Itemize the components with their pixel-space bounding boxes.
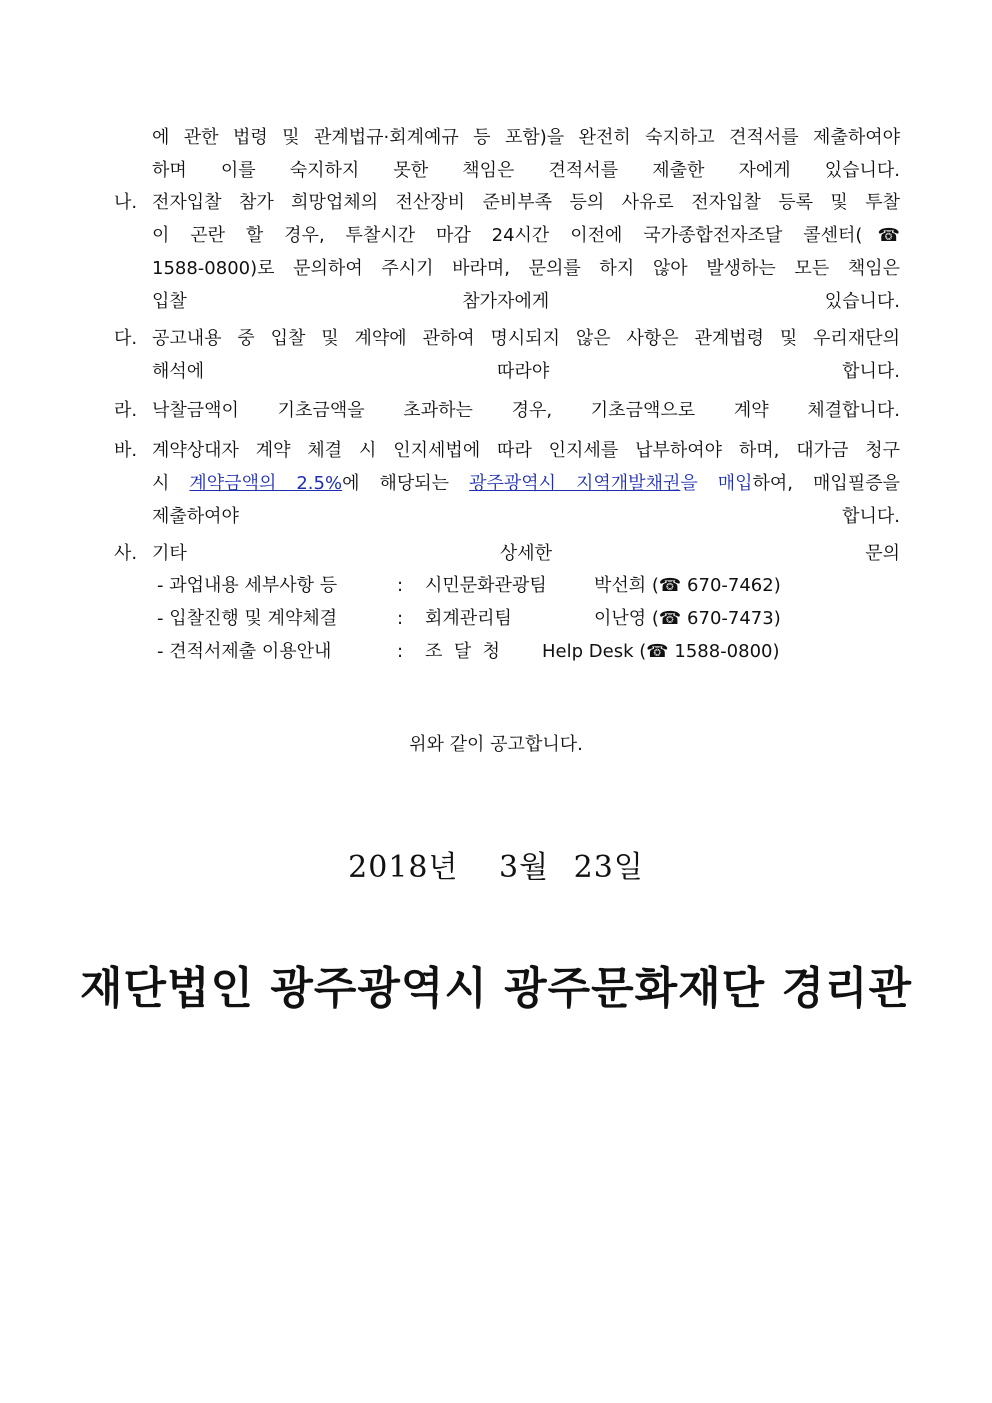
contact-person: 박선희 (☎ 670-7462)	[594, 575, 781, 596]
item-ba-line-2-prefix: 시	[152, 473, 190, 494]
item-sa-line-1: 기타 상세한 문의	[152, 543, 900, 564]
contact-label: - 입찰진행 및 계약체결	[157, 608, 338, 629]
contact-person: Help Desk (☎ 1588-0800)	[542, 641, 780, 662]
item-na	[114, 186, 900, 318]
contact-team: 회계관리팀	[425, 608, 512, 629]
contact-separator: :	[397, 575, 404, 596]
item-ba-line-2-suffix: 하여, 매입필증을	[752, 473, 900, 494]
item-ba-line-2	[152, 467, 900, 500]
contact-team: 조 달 청	[425, 641, 501, 662]
item-da-line-2: 해석에 따라야 합니다.	[152, 361, 900, 382]
item-na-line-4: 입찰 참가자에게 있습니다.	[152, 291, 900, 312]
item-sa-marker: 사.	[114, 543, 138, 564]
organization-name: 재단법인 광주광역시 광주문화재단 경리관	[79, 963, 913, 1014]
contact-label: - 견적서제출 이용안내	[157, 641, 332, 662]
item-ba-line-2-mid: 에 해당되는	[342, 473, 470, 494]
item-ra-line-1: 낙찰금액이 기초금액을 초과하는 경우, 기초금액으로 계약 체결합니다.	[152, 400, 900, 421]
item-na-line-2: 이 곤란 할 경우, 투찰시간 마감 24시간 이전에 국가종합전자조달 콜센터(☎	[152, 225, 900, 246]
item-da-marker: 다.	[114, 328, 138, 349]
contact-separator: :	[397, 608, 404, 629]
contact-team: 시민문화관광팀	[425, 575, 547, 596]
intro-line-2: 하며 이를 숙지하지 못한 책임은 견적서를 제출한 자에게 있습니다.	[152, 160, 900, 181]
closing-statement: 위와 같이 공고합니다.	[409, 734, 583, 755]
item-ba-line-3: 제출하여야 합니다.	[152, 506, 900, 527]
notice-date	[0, 842, 992, 886]
item-ra-marker: 라.	[114, 400, 138, 421]
item-ba-marker: 바.	[114, 440, 138, 461]
item-ba-purchase-text: 을 매입	[680, 473, 753, 494]
intro-paragraph	[114, 121, 900, 187]
contact-label: - 과업내용 세부사항 등	[157, 575, 338, 596]
item-sa	[114, 537, 900, 570]
item-ra	[114, 394, 900, 427]
contact-separator: :	[397, 641, 404, 662]
item-ba-line-1: 계약상대자 계약 체결 시 인지세법에 따라 인지세를 납부하여야 하며, 대가금 청구	[152, 440, 900, 461]
date-year: 2018년	[348, 850, 459, 885]
item-na-line-3: 1588-0800)로 문의하여 주시기 바라며, 문의를 하지 않아 발생하는 모든 책임은	[152, 258, 900, 279]
item-da	[114, 322, 900, 388]
intro-line-1: 에 관한 법령 및 관계법규·회계예규 등 포함)을 완전히 숙지하고 견적서를 제출하여야	[152, 127, 900, 148]
date-day: 23일	[573, 850, 644, 885]
regional-bond-link[interactable]: 광주광역시 지역개발채권	[469, 473, 681, 494]
date-month: 3월	[499, 850, 550, 885]
item-na-marker: 나.	[114, 192, 138, 213]
item-da-line-1: 공고내용 중 입찰 및 계약에 관하여 명시되지 않은 사항은 관계법령 및 우리재단의	[152, 328, 900, 349]
contact-person: 이난영 (☎ 670-7473)	[594, 608, 781, 629]
contract-amount-link[interactable]: 계약금액의 2.5%	[189, 473, 343, 494]
item-ba	[114, 434, 900, 533]
item-na-line-1: 전자입찰 참가 희망업체의 전산장비 준비부족 등의 사유로 전자입찰 등록 및 투찰	[152, 192, 900, 213]
